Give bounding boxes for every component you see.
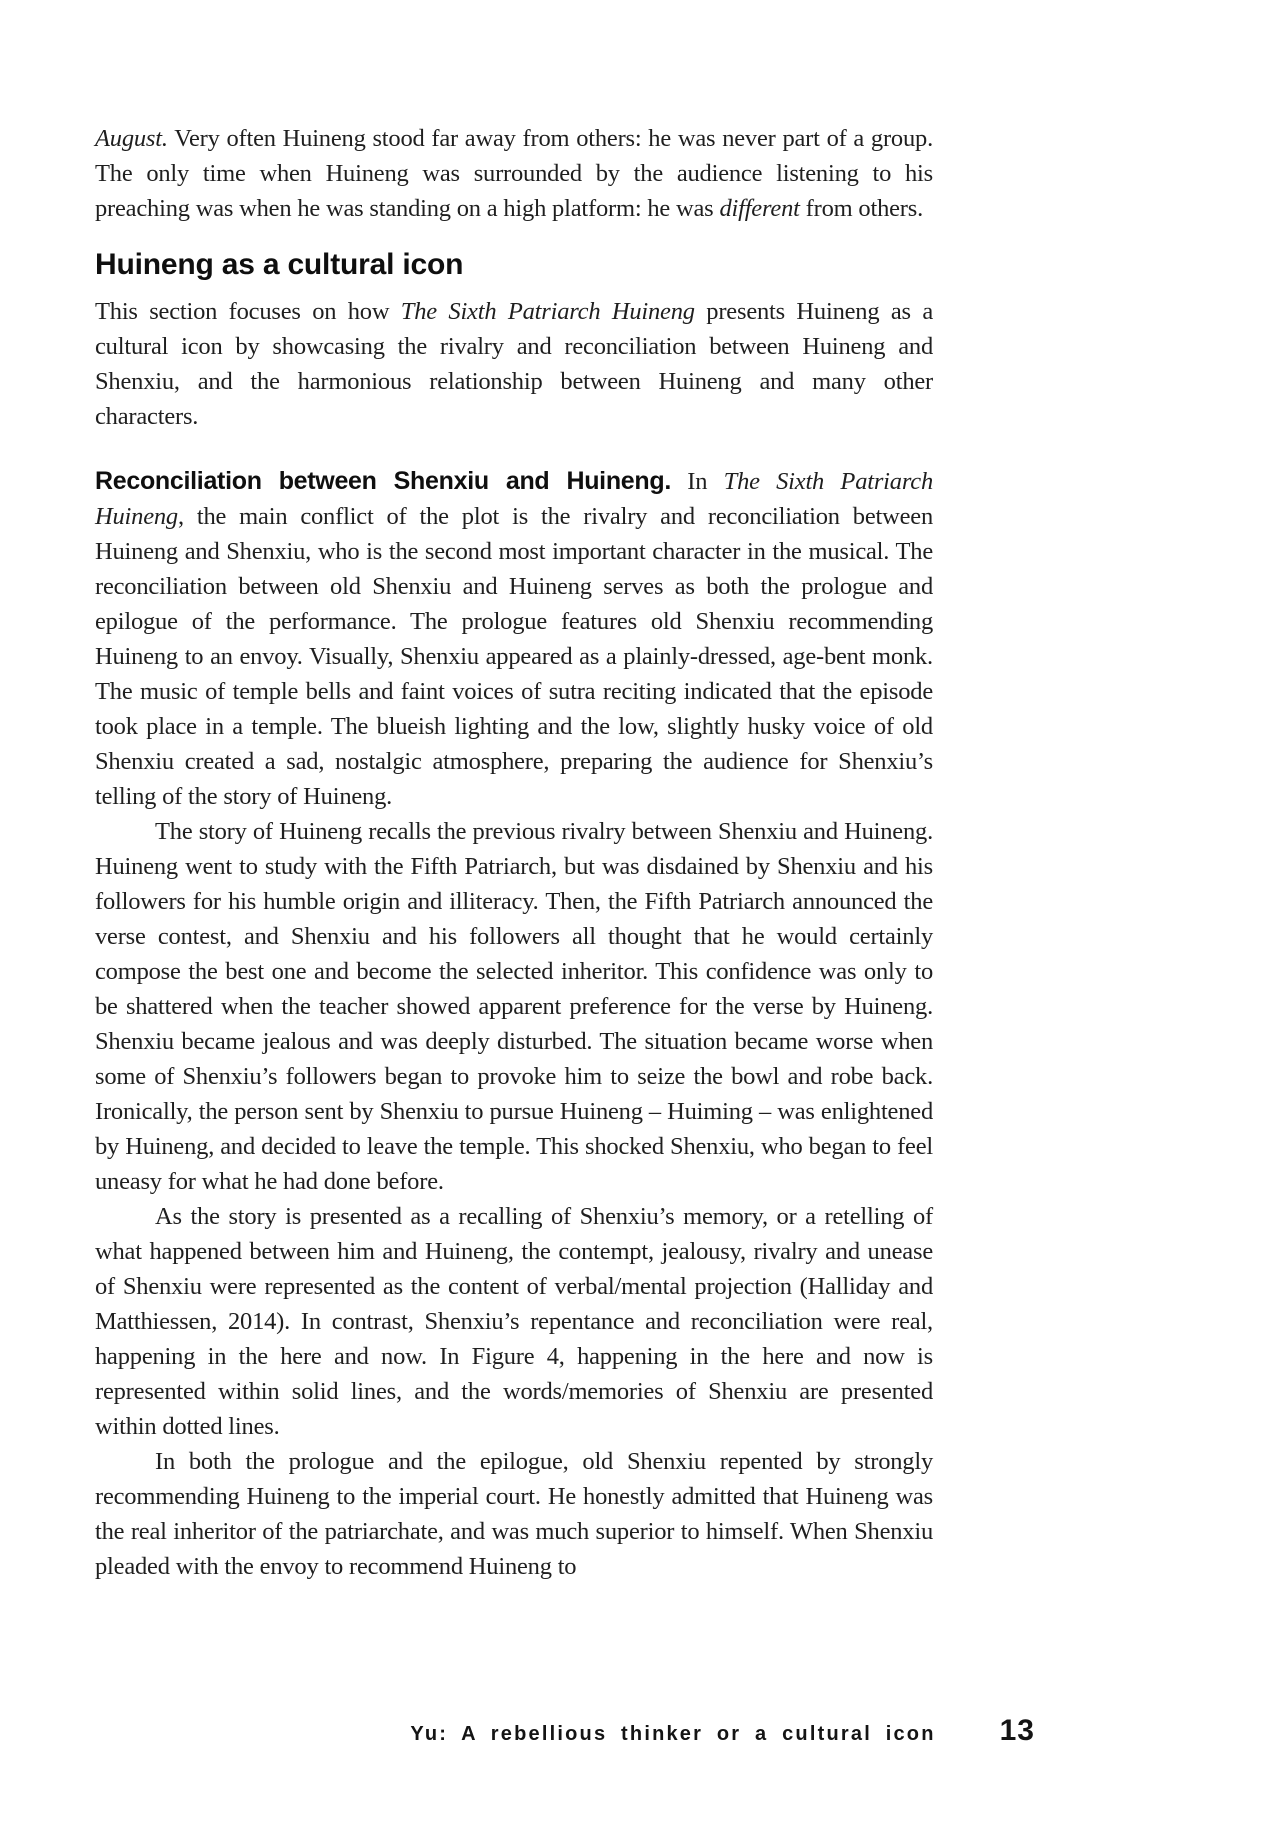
continuation-paragraph: August. Very often Huineng stood far away from others: he was never part of a group. The only time when Huineng was surrounded by the audience listening to his preaching was when he was standing on a high platform: he was different from others. [95, 125, 933, 222]
epilogue-paragraph: In both the prologue and the epilogue, old Shenxiu repented by strongly recommending Huineng to the imperial court. He honestly admitted that Huineng was the real inheritor of the patriarchate, and was much superior to himself. When Shenxiu pleaded with the envoy to recommend Huineng to [95, 1448, 933, 1580]
reconciliation-paragraph: Reconciliation between Shenxiu and Huineng. In The Sixth Patriarch Huineng, the main conflict of the plot is the rivalry and reconciliation between Huineng and Shenxiu, who is the second most important character in the musical. The reconciliation between old Shenxiu and Huineng serves as both the prologue and epilogue of the performance. The prologue features old Shenxiu recommending Huineng to an envoy. Visually, Shenxiu appeared as a plainly-dressed, age-bent monk. The music of temple bells and faint voices of sutra reciting indicated that the episode took place in a temple. The blueish lighting and the low, slightly husky voice of old Shenxiu created a sad, nostalgic atmosphere, preparing the audience for Shenxiu’s telling of the story of Huineng. [95, 467, 933, 810]
page-body [95, 0, 933, 1584]
page-footer [95, 1714, 1035, 1748]
page-number: 13 [999, 1714, 1035, 1747]
section-intro-paragraph: This section focuses on how The Sixth Patriarch Huineng presents Huineng as a cultural icon by showcasing the rivalry and reconciliation between Huineng and Shenxiu, and the harmonious relationship between Huineng and many other characters. [95, 298, 933, 430]
section-heading: Huineng as a cultural icon [95, 248, 464, 281]
memory-paragraph: As the story is presented as a recalling of Shenxiu’s memory, or a retelling of what happened between him and Huineng, the contempt, jealousy, rivalry and unease of Shenxiu were represented as the content of verbal/mental projection (Halliday and Matthiessen, 2014). In contrast, Shenxiu’s repentance and reconciliation were real, happening in the here and now. In Figure 4, happening in the here and now is represented within solid lines, and the words/memories of Shenxiu are presented within dotted lines. [95, 1203, 933, 1440]
running-title: Yu: A rebellious thinker or a cultural icon [410, 1723, 936, 1745]
story-paragraph: The story of Huineng recalls the previous rivalry between Shenxiu and Huineng. Huineng went to study with the Fifth Patriarch, but was disdained by Shenxiu and his followers for his humble origin and illiteracy. Then, the Fifth Patriarch announced the verse contest, and Shenxiu and his followers all thought that he would certainly compose the best one and become the selected inheritor. This confidence was only to be shattered when the teacher showed apparent preference for the verse by Huineng. Shenxiu became jealous and was deeply disturbed. The situation became worse when some of Shenxiu’s followers began to provoke him to seize the bowl and robe back. Ironically, the person sent by Shenxiu to pursue Huineng – Huiming – was enlightened by Huineng, and decided to leave the temple. This shocked Shenxiu, who began to feel uneasy for what he had done before. [95, 818, 933, 1195]
